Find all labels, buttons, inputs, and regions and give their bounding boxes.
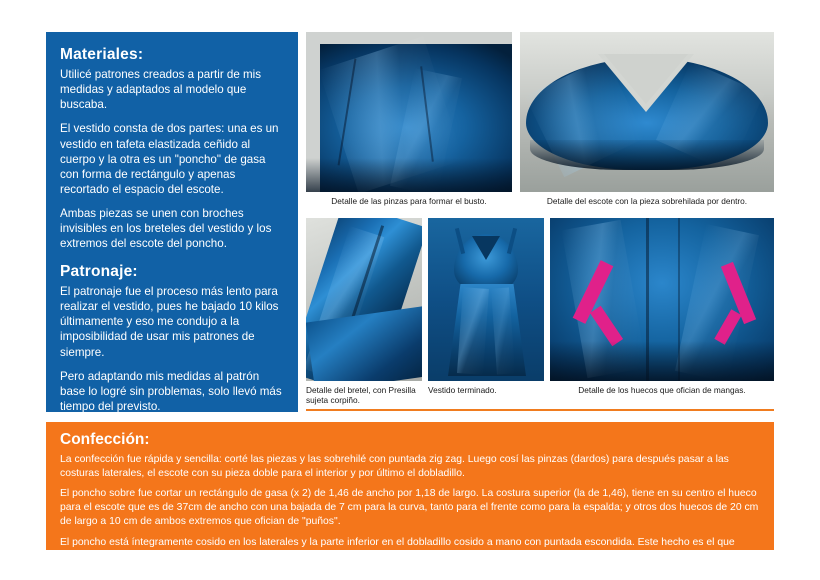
confeccion-heading: Confección: bbox=[60, 431, 150, 448]
materiales-paragraph-1: Utilicé patrones creados a partir de mis medidas y adaptados al modelo que buscaba. bbox=[60, 68, 262, 112]
photo-mangas-image bbox=[550, 218, 774, 381]
photo-sleeve-openings bbox=[550, 218, 774, 381]
photo-busto-image bbox=[306, 32, 512, 192]
materiales-paragraph-3: Ambas piezas se unen con broches invisibles en los breteles del vestido y los extremos del escote del poncho. bbox=[60, 206, 272, 250]
confeccion-paragraph-2: El poncho sobre fue cortar un rectángulo de gasa (x 2) de 1,46 de ancho por 1,18 de largo. La costura superior (la de 1,46), tiene en su centro el hueco para el escote que es de 37cm de ancho con una bajada de 7 cm para la curva, tanto para el frente como para la espalda; y otros dos huecos de 20 cm de largo a 10 cm de ambos extremos que ofician de "puños". bbox=[60, 488, 759, 528]
materiales-paragraph-2: El vestido consta de dos partes: una es un vestido en tafeta elastizada ceñido al cuerpo y la otra es un "poncho" de gasa con forma de rectángulo y apenas recortado el espacio del escote. bbox=[60, 122, 279, 196]
photo-vestido-finished bbox=[428, 218, 544, 381]
caption-bretel: Detalle del bretel, con Presilla sujeta corpiño. bbox=[306, 385, 416, 406]
confeccion-paragraph-3: El poncho está íntegramente cosido en los laterales y la parte inferior en el dobladillo cosido a mano con puntada escondida. Este hecho es el que permite que se formen los pliegues laterales que pueden verse en la imagen de arriba a la derecha. bbox=[60, 537, 735, 563]
caption-mangas: Detalle de los huecos que ofician de mangas. bbox=[578, 385, 746, 395]
confeccion-panel bbox=[46, 422, 774, 563]
photo-bretel-image bbox=[306, 218, 422, 381]
photo-escote-neckline bbox=[520, 32, 774, 192]
patronaje-heading: Patronaje: bbox=[60, 262, 138, 280]
caption-escote: Detalle del escote con la pieza sobrehilada por dentro. bbox=[546, 196, 748, 206]
patronaje-paragraph-1: El patronaje fue el proceso más lento para realizar el vestido, pues he bajado 10 kilos últimamente y eso me condujo a la imposibilidad de usar mis patrones de siempre. bbox=[60, 285, 279, 359]
photo-escote-image bbox=[520, 32, 774, 192]
materials-and-pattern-panel bbox=[46, 32, 298, 412]
caption-vestido: Vestido terminado. bbox=[428, 385, 497, 395]
photo-vestido-image bbox=[428, 218, 544, 381]
materiales-heading: Materiales: bbox=[60, 46, 144, 63]
photo-bretel-strap bbox=[306, 218, 422, 381]
patronaje-paragraph-2: Pero adaptando mis medidas al patrón base lo logré sin problemas, solo llevó más tiempo del previsto. bbox=[60, 369, 282, 413]
caption-busto: Detalle de las pinzas para formar el busto. bbox=[331, 196, 487, 206]
confeccion-paragraph-1: La confección fue rápida y sencilla: corté las piezas y las sobrehilé con puntada zig zag. Luego cosí las pinzas (dardos) para después pasar a las costuras laterales, el escote con su pieza doble para el interior y por último el dobladillo. bbox=[60, 453, 729, 479]
orange-divider-rule bbox=[306, 409, 774, 411]
photo-busto-darts bbox=[306, 32, 512, 192]
